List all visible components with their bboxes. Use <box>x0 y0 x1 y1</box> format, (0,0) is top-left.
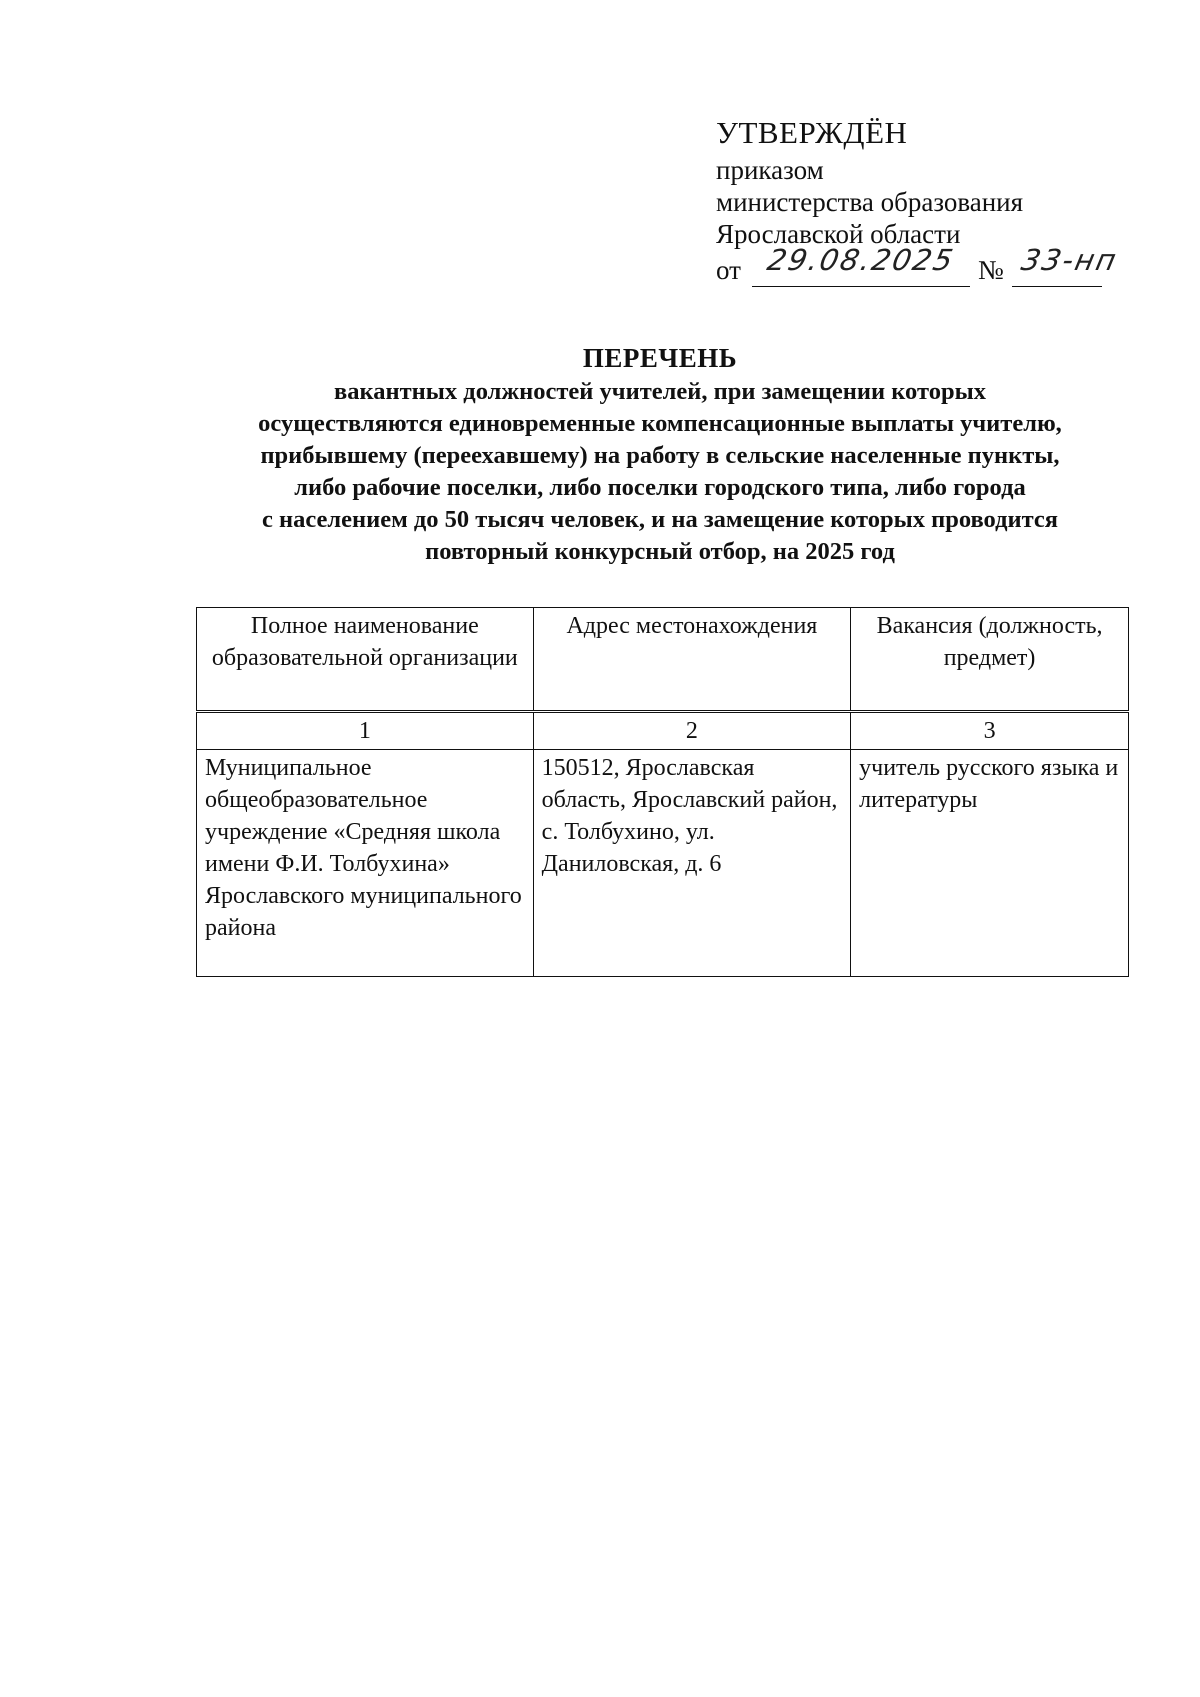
cell-vacancy: учитель русского языка и литературы <box>851 750 1129 977</box>
title-line: осуществляются единовременные компенсационные выплаты учителю, <box>258 410 1062 437</box>
header-address: Адрес местонахождения <box>533 608 850 712</box>
title-line: вакантных должностей учителей, при замещении которых <box>334 378 986 405</box>
approval-block <box>716 112 1136 290</box>
document-title-block <box>160 340 1160 568</box>
vacancy-table <box>196 607 1129 977</box>
table-header-row <box>197 608 1129 712</box>
title-line: либо рабочие поселки, либо поселки городского типа, либо города <box>294 474 1026 501</box>
title-line: прибывшему (переехавшему) на работу в сельские населенные пункты, <box>260 442 1060 469</box>
column-number-row <box>197 712 1129 750</box>
number-sign: № <box>978 255 1004 285</box>
approval-heading: УТВЕРЖДЁН <box>716 115 908 150</box>
from-label: от <box>716 255 741 285</box>
approval-line-ministry: министерства образования <box>716 187 1024 217</box>
column-number: 2 <box>533 712 850 750</box>
document-title: ПЕРЕЧЕНЬ <box>582 343 738 373</box>
column-number: 1 <box>197 712 534 750</box>
header-organization: Полное наименование образовательной организации <box>197 608 534 712</box>
column-number: 3 <box>851 712 1129 750</box>
title-line: с населением до 50 тысяч человек, и на замещение которых проводится <box>261 506 1059 533</box>
table-row <box>197 750 1129 977</box>
approval-line-region: Ярославской области <box>716 219 961 249</box>
header-vacancy: Вакансия (должность, предмет) <box>851 608 1129 712</box>
handwritten-date: 29.08.2025 <box>764 243 958 277</box>
approval-line-order: приказом <box>716 155 824 185</box>
cell-address: 150512, Ярославская область, Ярославский район, с. Толбухино, ул. Даниловская, д. 6 <box>533 750 850 977</box>
title-line: повторный конкурсный отбор, на 2025 год <box>425 538 895 565</box>
cell-organization: Муниципальное общеобразовательное учреждение «Средняя школа имени Ф.И. Толбухина» Ярославского муниципального района <box>197 750 534 977</box>
handwritten-number: 33-нп <box>1018 243 1121 277</box>
approval-date-number-row <box>716 243 1136 290</box>
